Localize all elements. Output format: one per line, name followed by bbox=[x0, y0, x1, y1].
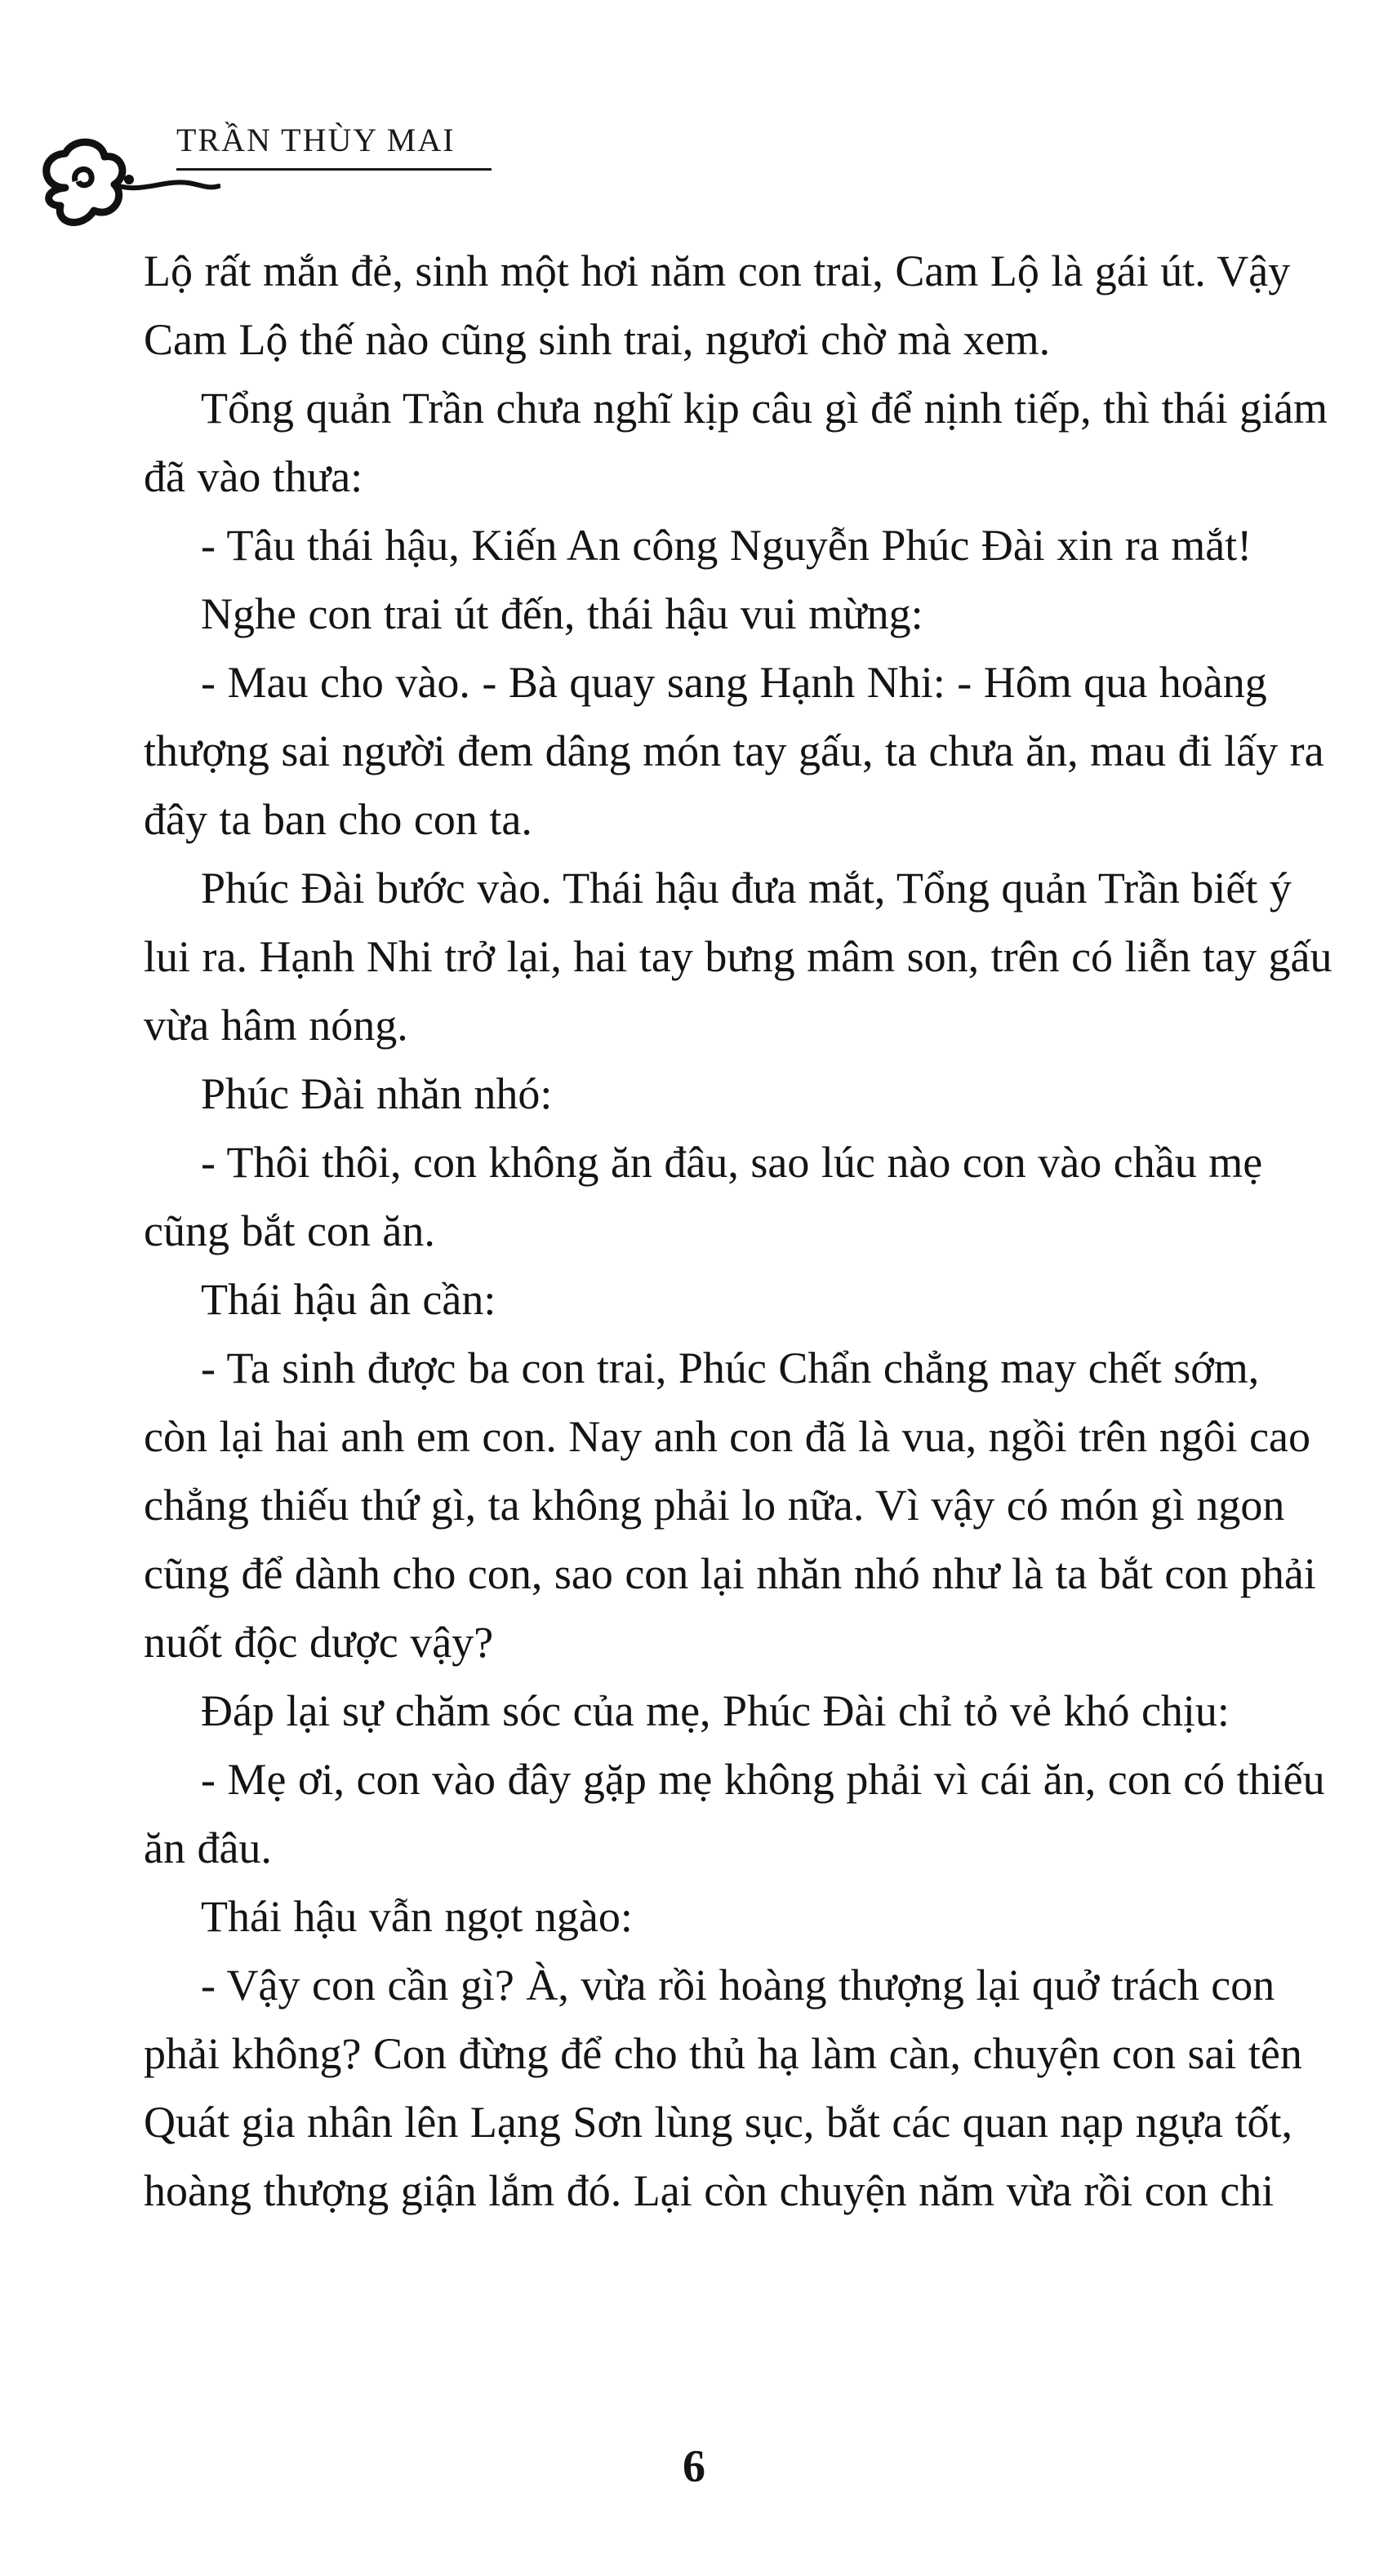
paragraph bbox=[144, 1951, 1352, 2225]
text-line: Quát gia nhân lên Lạng Sơn lùng sục, bắt các quan nạp ngựa tốt, bbox=[144, 2098, 1292, 2147]
text-line: Cam Lộ thế nào cũng sinh trai, ngươi chờ mà xem. bbox=[144, 315, 1051, 364]
paragraph bbox=[144, 1059, 1352, 1128]
paragraph bbox=[144, 1882, 1352, 1951]
text-line: - Tâu thái hậu, Kiến An công Nguyễn Phúc Đài xin ra mắt! bbox=[201, 521, 1252, 570]
text-line: đây ta ban cho con ta. bbox=[144, 795, 532, 844]
paragraph bbox=[144, 648, 1352, 854]
paragraph bbox=[144, 1745, 1352, 1882]
paragraph bbox=[144, 1128, 1352, 1265]
text-line: Phúc Đài bước vào. Thái hậu đưa mắt, Tổng quản Trần biết ý bbox=[201, 864, 1292, 913]
text-line: Nghe con trai út đến, thái hậu vui mừng: bbox=[201, 589, 923, 638]
text-line: - Ta sinh được ba con trai, Phúc Chẩn chẳng may chết sớm, bbox=[201, 1344, 1260, 1392]
running-header bbox=[33, 114, 490, 237]
text-line: ăn đâu. bbox=[144, 1823, 272, 1872]
paragraph bbox=[144, 511, 1352, 580]
text-line: đã vào thưa: bbox=[144, 452, 363, 501]
text-line: thượng sai người đem dâng món tay gấu, ta chưa ăn, mau đi lấy ra bbox=[144, 726, 1324, 775]
text-line: nuốt độc dược vậy? bbox=[144, 1618, 494, 1667]
text-line: - Thôi thôi, con không ăn đâu, sao lúc nào con vào chầu mẹ bbox=[201, 1138, 1263, 1187]
page-number: 6 bbox=[683, 2441, 705, 2492]
text-line: chẳng thiếu thứ gì, ta không phải lo nữa. Vì vậy có món gì ngon bbox=[144, 1481, 1285, 1530]
text-line: - Vậy con cần gì? À, vừa rồi hoàng thượng lại quở trách con bbox=[201, 1961, 1275, 2010]
header-rule bbox=[176, 168, 492, 171]
text-line: phải không? Con đừng để cho thủ hạ làm càn, chuyện con sai tên bbox=[144, 2029, 1302, 2078]
text-line: vừa hâm nóng. bbox=[144, 1001, 408, 1050]
paragraph bbox=[144, 237, 1352, 374]
text-line: Đáp lại sự chăm sóc của mẹ, Phúc Đài chỉ tỏ vẻ khó chịu: bbox=[201, 1686, 1230, 1735]
paragraph bbox=[144, 854, 1352, 1059]
text-line: cũng để dành cho con, sao con lại nhăn nhó như là ta bắt con phải bbox=[144, 1549, 1316, 1598]
text-line: Thái hậu vẫn ngọt ngào: bbox=[201, 1892, 633, 1941]
text-line: cũng bắt con ăn. bbox=[144, 1206, 435, 1255]
text-line: - Mẹ ơi, con vào đây gặp mẹ không phải vì cái ăn, con có thiếu bbox=[201, 1755, 1325, 1804]
text-line: lui ra. Hạnh Nhi trở lại, hai tay bưng mâm son, trên có liễn tay gấu bbox=[144, 932, 1332, 981]
text-line: hoàng thượng giận lắm đó. Lại còn chuyện năm vừa rồi con chi bbox=[144, 2166, 1275, 2215]
author-name: TRẦN THÙY MAI bbox=[176, 122, 456, 158]
paragraph bbox=[144, 1334, 1352, 1677]
paragraph bbox=[144, 580, 1352, 648]
paragraph bbox=[144, 1265, 1352, 1334]
text-line: Thái hậu ân cần: bbox=[201, 1275, 496, 1324]
text-line: Lộ rất mắn đẻ, sinh một hơi năm con trai, Cam Lộ là gái út. Vậy bbox=[144, 246, 1291, 295]
text-line: Tổng quản Trần chưa nghĩ kịp câu gì để nịnh tiếp, thì thái giám bbox=[201, 384, 1328, 433]
paragraph bbox=[144, 1677, 1352, 1745]
paragraph bbox=[144, 374, 1352, 511]
text-line: Phúc Đài nhăn nhó: bbox=[201, 1069, 553, 1118]
body-text bbox=[144, 237, 1352, 2225]
text-line: - Mau cho vào. - Bà quay sang Hạnh Nhi: - Hôm qua hoàng bbox=[201, 658, 1267, 707]
text-line: còn lại hai anh em con. Nay anh con đã là vua, ngồi trên ngôi cao bbox=[144, 1412, 1311, 1461]
